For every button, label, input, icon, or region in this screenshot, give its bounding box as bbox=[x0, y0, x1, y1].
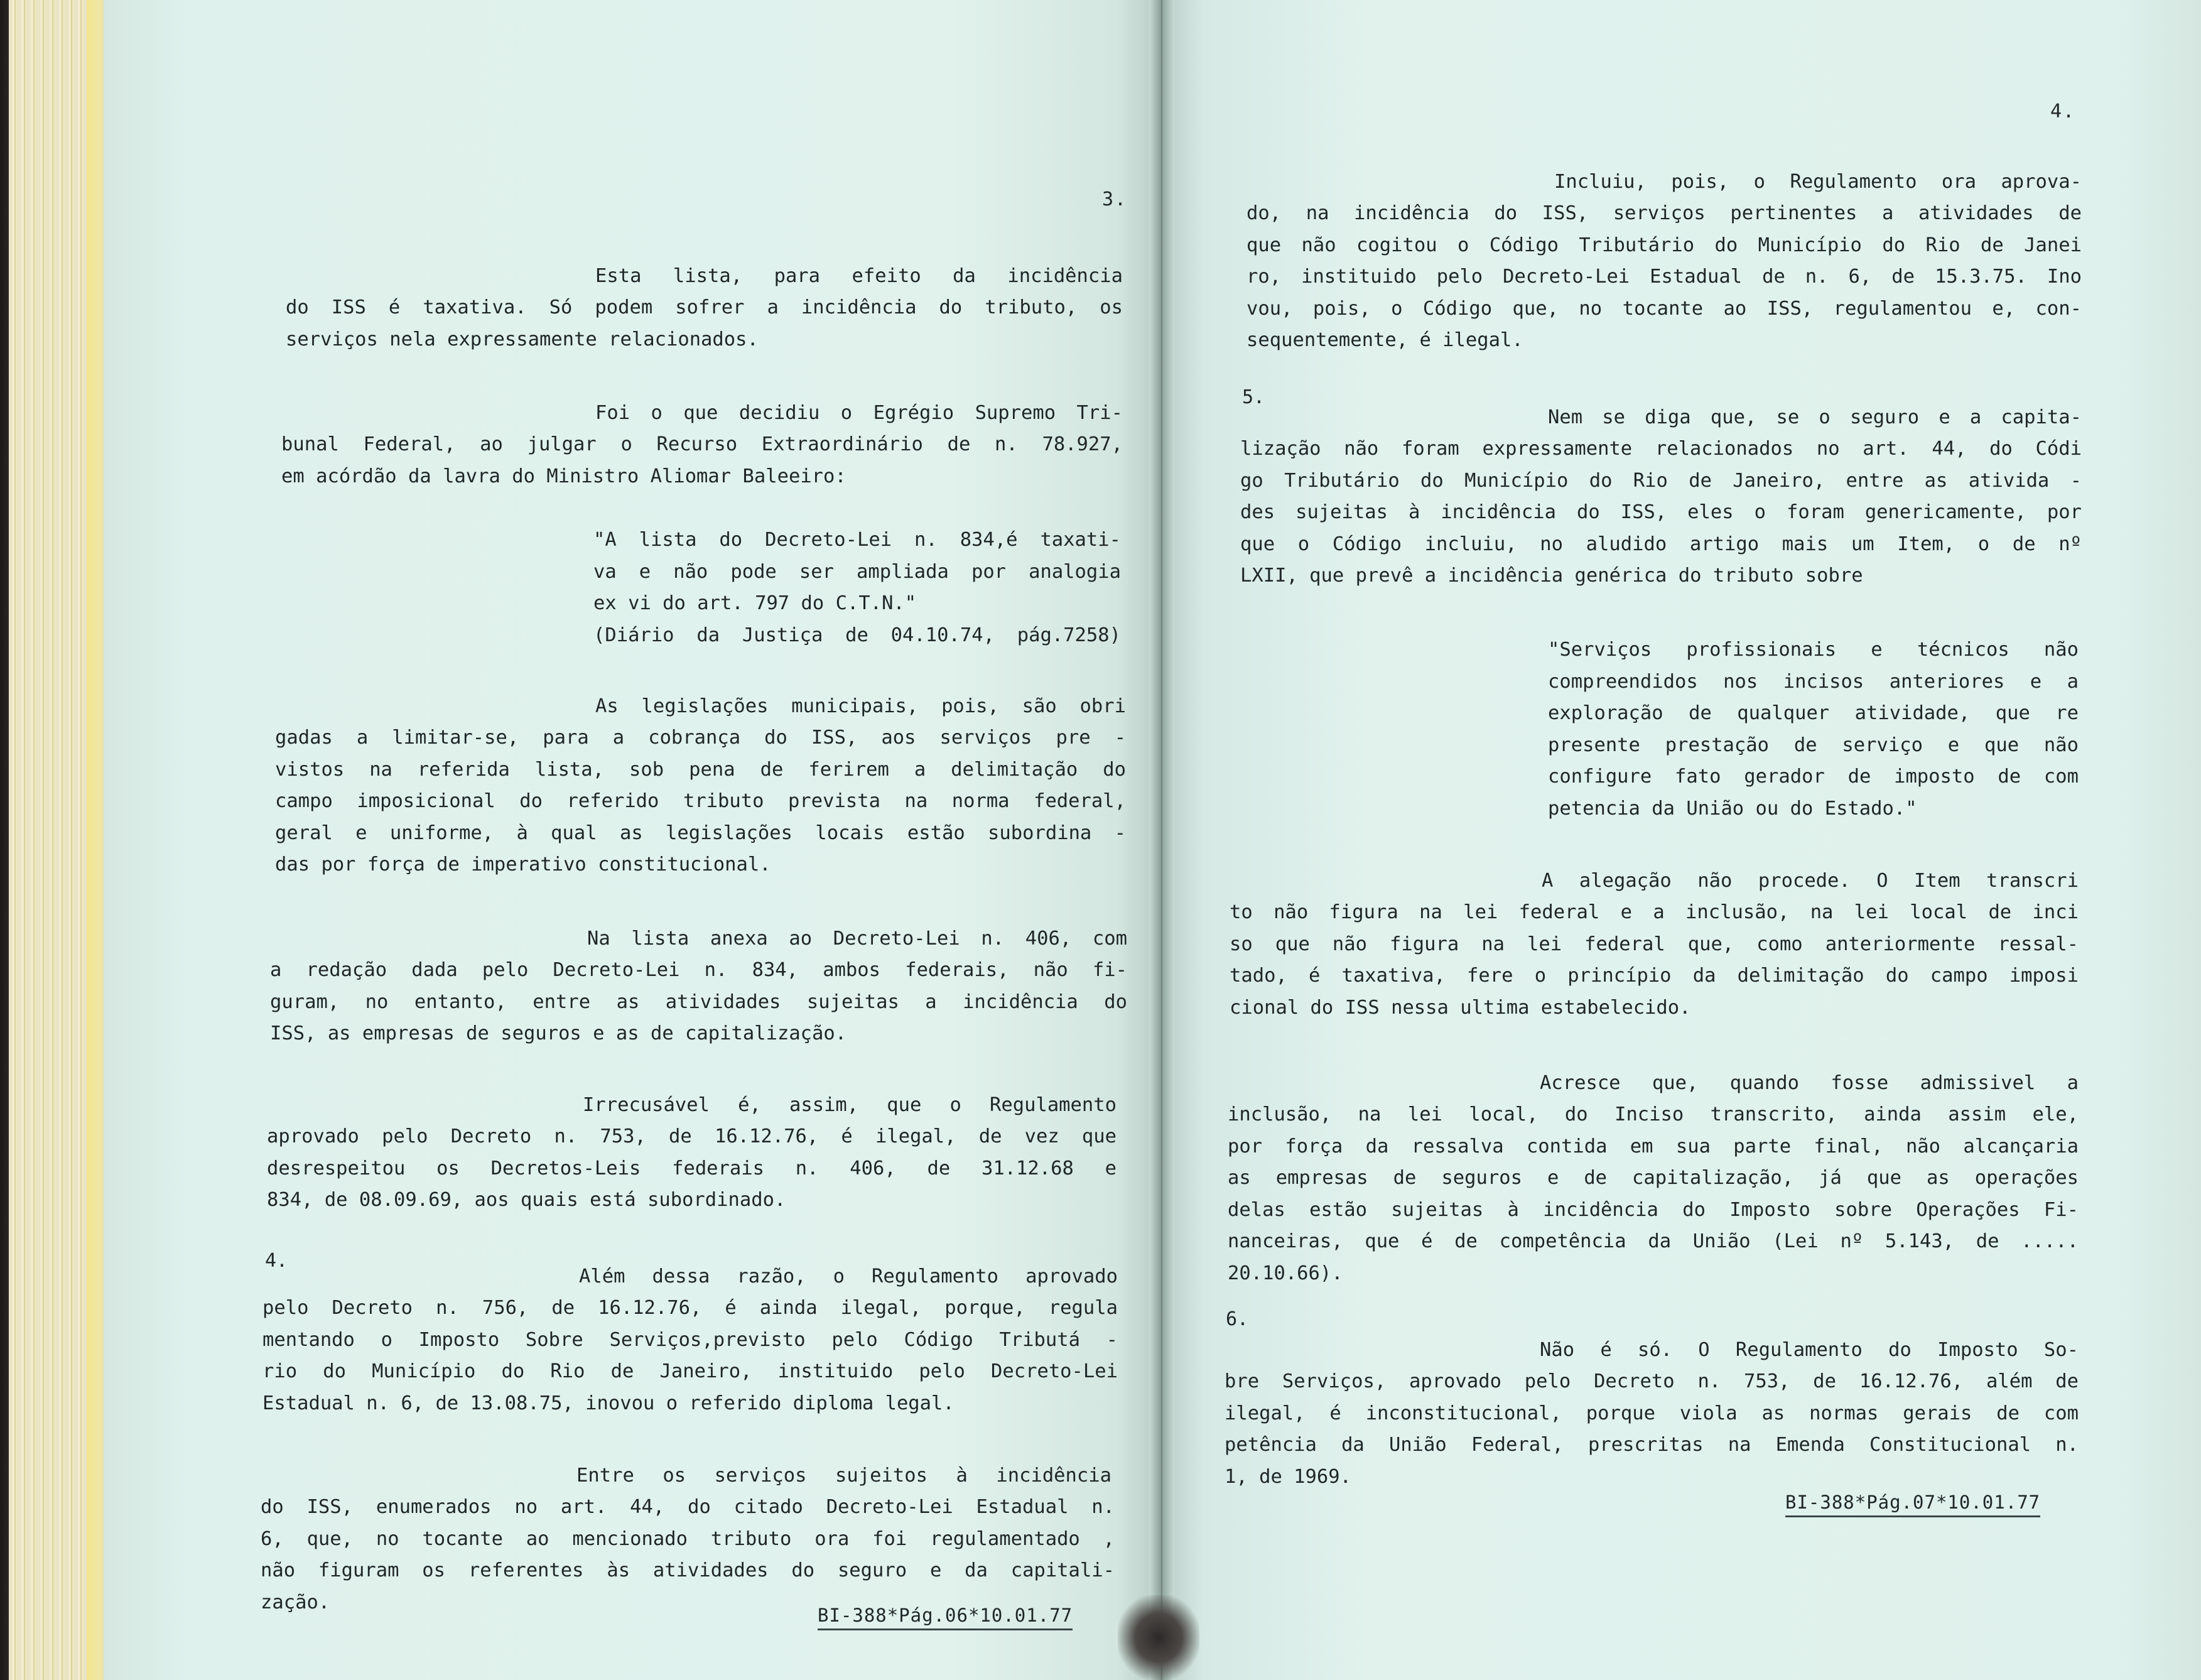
text-line: delas estão sujeitas à incidência do Imposto sobre Operações Fi- bbox=[1228, 1198, 2079, 1221]
text-line: vistos na referida lista, sob pena de ferirem a delimitação do bbox=[275, 758, 1126, 781]
text-line: das por força de imperativo constitucional. bbox=[275, 854, 771, 875]
right-para-2-lead bbox=[1548, 402, 2082, 434]
text-line: (Diário da Justiça de 04.10.74, pág.7258) bbox=[593, 624, 1121, 646]
text-line: geral e uniforme, à qual as legislações locais estão subordina - bbox=[275, 821, 1126, 844]
text-line: em acórdão da lavra do Ministro Aliomar Baleeiro: bbox=[281, 465, 846, 487]
text-line: des sujeitas à incidência do ISS, eles o foram genericamente, por bbox=[1240, 501, 2082, 523]
text-line: 6, que, no tocante ao mencionado tributo ora foi regulamentado , bbox=[261, 1527, 1115, 1550]
text-line: do ISS, enumerados no art. 44, do citado Decreto-Lei Estadual n. bbox=[261, 1496, 1115, 1518]
left-page-footer: BI-388*Pág.06*10.01.77 bbox=[818, 1605, 1073, 1630]
right-section-number-5: 5. bbox=[1242, 386, 1265, 408]
left-para-2 bbox=[281, 429, 1123, 492]
text-line: rio do Município do Rio de Janeiro, instituido pelo Decreto-Lei bbox=[262, 1360, 1118, 1382]
right-para-3-lead bbox=[1542, 865, 2079, 897]
text-line: que não cogitou o Código Tributário do Município do Rio de Janei bbox=[1247, 234, 2082, 256]
text-line: Estadual n. 6, de 13.08.75, inovou o referido diploma legal. bbox=[262, 1392, 954, 1414]
text-line: LXII, que prevê a incidência genérica do tributo sobre bbox=[1240, 565, 1863, 587]
text-line: sequentemente, é ilegal. bbox=[1247, 329, 1523, 351]
text-line: Acresce que, quando fosse admissivel a bbox=[1540, 1072, 2079, 1094]
text-line: Irrecusável é, assim, que o Regulamento bbox=[583, 1094, 1117, 1116]
text-line: não figuram os referentes às atividades do seguro e da capitali- bbox=[261, 1559, 1115, 1581]
right-para-3 bbox=[1230, 897, 2079, 1024]
text-line: 1, de 1969. bbox=[1225, 1465, 1351, 1488]
text-line: Incluiu, pois, o Regulamento ora aprova- bbox=[1554, 171, 2082, 193]
right-page-footer: BI-388*Pág.07*10.01.77 bbox=[1785, 1492, 2040, 1517]
text-line: va e não pode ser ampliada por analogia bbox=[593, 560, 1121, 583]
text-line: Nem se diga que, se o seguro e a capita- bbox=[1548, 406, 2082, 428]
text-line: Esta lista, para efeito da incidência bbox=[595, 265, 1123, 287]
text-line: ex vi do art. 797 do C.T.N." bbox=[593, 592, 917, 614]
text-line: pelo Decreto n. 756, de 16.12.76, é ainda ilegal, porque, regula bbox=[262, 1297, 1118, 1319]
text-line: do ISS é taxativa. Só podem sofrer a incidência do tributo, os bbox=[286, 296, 1123, 318]
text-line: so que não figura na lei federal que, como anteriormente ressal- bbox=[1230, 933, 2079, 955]
left-para-3 bbox=[275, 722, 1126, 881]
text-line: desrespeitou os Decretos-Leis federais n. 406, de 31.12.68 e bbox=[267, 1157, 1117, 1179]
text-line: tado, é taxativa, fere o princípio da delimitação do campo imposi bbox=[1230, 965, 2079, 987]
text-line: Entre os serviços sujeitos à incidência bbox=[576, 1465, 1111, 1487]
text-line: lização não foram expressamente relacionados no art. 44, do Códi bbox=[1240, 438, 2082, 460]
right-para-4-lead bbox=[1540, 1068, 2079, 1100]
text-line: 834, de 08.09.69, aos quais está subordinado. bbox=[267, 1189, 786, 1211]
left-para-4 bbox=[270, 955, 1127, 1050]
text-line: mentando o Imposto Sobre Serviços,previsto pelo Código Tributá - bbox=[262, 1328, 1118, 1351]
text-line: por força da ressalva contida em sua parte final, não alcançaria bbox=[1228, 1135, 2079, 1157]
text-line: as empresas de seguros e de capitalização, já que as operações bbox=[1228, 1167, 2079, 1189]
left-para-1 bbox=[286, 292, 1123, 355]
left-para-6-lead bbox=[579, 1261, 1118, 1293]
book-gutter bbox=[1149, 0, 1174, 1680]
right-para-4 bbox=[1228, 1099, 2079, 1289]
text-line: petencia da União ou do Estado." bbox=[1548, 797, 1917, 820]
text-line: to não figura na lei federal e a inclusão, na lei local de inci bbox=[1230, 901, 2079, 923]
right-para-1-lead bbox=[1554, 166, 2082, 198]
left-para-6 bbox=[262, 1293, 1118, 1419]
right-para-5-lead bbox=[1540, 1335, 2079, 1367]
text-line: ISS, as empresas de seguros e as de capitalização. bbox=[270, 1022, 847, 1044]
text-line: ilegal, é inconstitucional, porque viola as normas gerais de com bbox=[1225, 1402, 2079, 1424]
text-line: bre Serviços, aprovado pelo Decreto n. 753, de 16.12.76, além de bbox=[1225, 1370, 2079, 1392]
text-line: "A lista do Decreto-Lei n. 834,é taxati- bbox=[593, 529, 1121, 551]
text-line: que o Código incluiu, no aludido artigo mais um Item, o de nº bbox=[1240, 533, 2082, 555]
left-para-7-lead bbox=[576, 1460, 1111, 1492]
text-line: As legislações municipais, pois, são obri bbox=[595, 695, 1126, 717]
text-line: serviços nela expressamente relacionados. bbox=[286, 328, 759, 350]
left-para-3-lead bbox=[595, 691, 1126, 723]
left-para-2-lead bbox=[595, 398, 1123, 430]
right-quote bbox=[1548, 634, 2079, 825]
text-line: "Serviços profissionais e técnicos não bbox=[1548, 639, 2079, 661]
text-line: guram, no entanto, entre as atividades sujeitas a incidência do bbox=[270, 990, 1127, 1013]
text-line: vou, pois, o Código que, no tocante ao ISS, regulamentou e, con- bbox=[1247, 297, 2082, 320]
text-line: do, na incidência do ISS, serviços pertinentes a atividades de bbox=[1247, 202, 2082, 224]
text-line: exploração de qualquer atividade, que re bbox=[1548, 702, 2079, 724]
right-para-2 bbox=[1240, 433, 2082, 592]
text-line: bunal Federal, ao julgar o Recurso Extraordinário de n. 78.927, bbox=[281, 433, 1123, 455]
text-line: Na lista anexa ao Decreto-Lei n. 406, com bbox=[587, 928, 1127, 950]
gutter-shadow bbox=[1118, 1595, 1199, 1680]
text-line: presente prestação de serviço e que não bbox=[1548, 734, 2079, 756]
text-line: petência da União Federal, prescritas na Emenda Constitucional n. bbox=[1225, 1434, 2079, 1456]
left-para-7 bbox=[261, 1492, 1115, 1618]
text-line: Foi o que decidiu o Egrégio Supremo Tri- bbox=[595, 402, 1123, 424]
text-line: campo imposicional do referido tributo prevista na norma federal, bbox=[275, 790, 1126, 812]
text-line: configure fato gerador de imposto de com bbox=[1548, 766, 2079, 788]
left-para-4-lead bbox=[587, 923, 1127, 955]
left-para-1-lead bbox=[595, 261, 1123, 293]
text-line: nanceiras, que é de competência da União (Lei nº 5.143, de ..... bbox=[1228, 1230, 2079, 1252]
text-line: ro, instituido pelo Decreto-Lei Estadual de n. 6, de 15.3.75. Ino bbox=[1247, 266, 2082, 288]
text-line: gadas a limitar-se, para a cobrança do ISS, aos serviços pre - bbox=[275, 727, 1126, 749]
text-line: zação. bbox=[261, 1591, 330, 1613]
text-line: a redação dada pelo Decreto-Lei n. 834, ambos federais, não fi- bbox=[270, 959, 1127, 981]
text-line: A alegação não procede. O Item transcri bbox=[1542, 870, 2079, 892]
right-para-5 bbox=[1225, 1366, 2079, 1493]
text-line: Não é só. O Regulamento do Imposto So- bbox=[1540, 1339, 2079, 1361]
left-para-5-lead bbox=[583, 1090, 1117, 1122]
right-para-1 bbox=[1247, 198, 2082, 357]
text-line: 20.10.66). bbox=[1228, 1262, 1343, 1284]
left-para-5 bbox=[267, 1121, 1117, 1217]
text-line: cional do ISS nessa ultima estabelecido. bbox=[1230, 996, 1691, 1019]
text-line: aprovado pelo Decreto n. 753, de 16.12.76, é ilegal, de vez que bbox=[267, 1125, 1117, 1147]
text-line: inclusão, na lei local, do Inciso transcrito, ainda assim ele, bbox=[1228, 1103, 2079, 1125]
left-quote bbox=[593, 524, 1121, 651]
right-section-number-6: 6. bbox=[1226, 1308, 1249, 1330]
left-page-number: 3. bbox=[1102, 188, 1128, 210]
text-line: go Tributário do Município do Rio de Janeiro, entre as ativida - bbox=[1240, 469, 2082, 492]
text-line: Além dessa razão, o Regulamento aprovado bbox=[579, 1265, 1118, 1287]
text-line: compreendidos nos incisos anteriores e a bbox=[1548, 670, 2079, 693]
left-section-number: 4. bbox=[265, 1250, 288, 1272]
right-page-number: 4. bbox=[2050, 100, 2076, 122]
